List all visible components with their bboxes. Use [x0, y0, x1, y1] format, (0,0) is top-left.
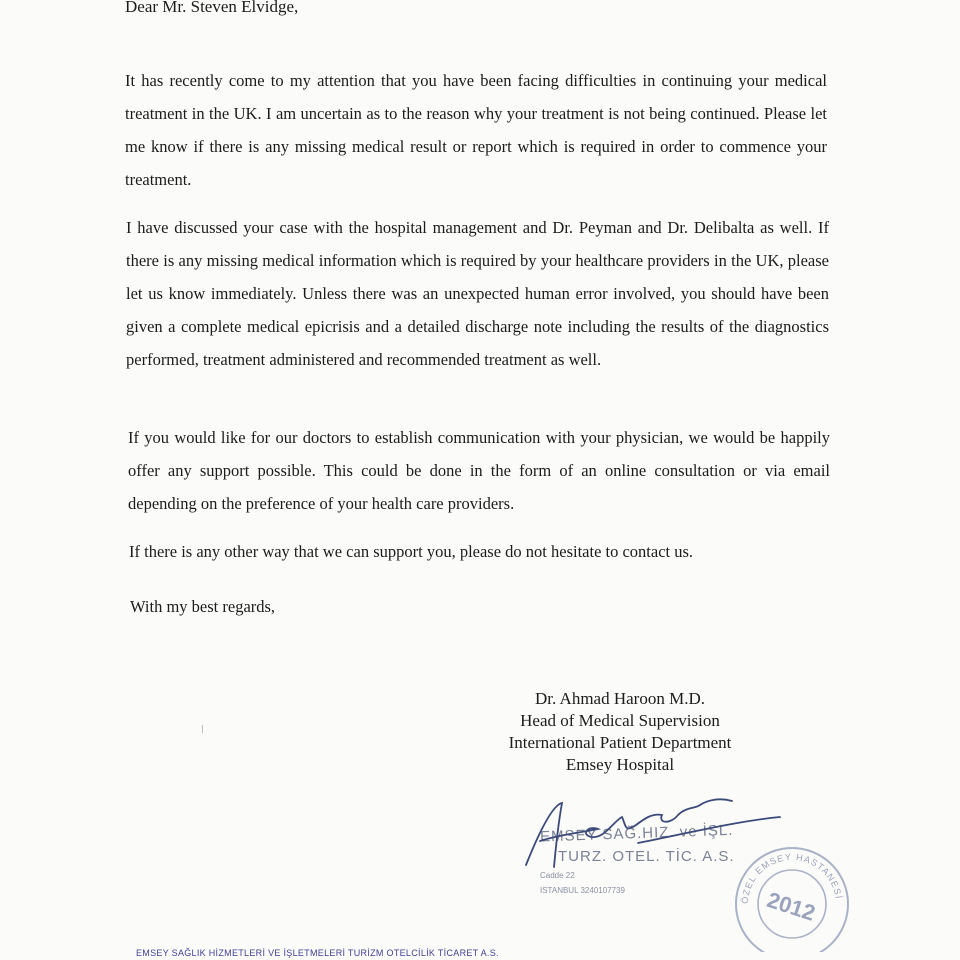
closing: With my best regards,	[130, 597, 276, 616]
signatory-name: Dr. Ahmad Haroon M.D.	[535, 689, 705, 708]
salutation: Dear Mr. Steven Elvidge,	[125, 0, 299, 16]
stamp-line-1: EMSEY SAĞ.HIZ. ve İŞL.	[539, 821, 734, 846]
paragraph-2: I have discussed your case with the hospital management and Dr. Peyman and Dr. Delibalta as well. If there is any missing medical information which is required by your healthcare providers in the UK, please let us know immediately. Unless there was an unexpected human error involved, you should have been given a complete medical epicrisis and a detailed discharge note including the results of the diagnostics performed, treatment administered and recommended treatment as well.	[126, 218, 829, 369]
footer-company-name: EMSEY SAĞLIK HİZMETLERİ VE İŞLETMELERİ TURİZM OTELCİLİK TİCARET A.S.	[136, 948, 499, 958]
paragraph-1: It has recently come to my attention that you have been facing difficulties in continuing your medical treatment in the UK. I am uncertain as to the reason why your treatment is not being continued. Please let me know if there is any missing medical result or report which is required in order to commence your treatment.	[125, 71, 827, 189]
stamp-line-2: TURZ. OTEL. TİC. A.S.	[558, 848, 735, 865]
seal-year: 2012	[764, 886, 819, 926]
signatory-organization: Emsey Hospital	[565, 755, 675, 774]
paragraph-3: If you would like for our doctors to establish communication with your physician, we would be happily offer any support possible. This could be done in the form of an online consultation or via email depending on the preference of your health care providers.	[128, 428, 830, 513]
signatory-title: Head of Medical Supervision	[520, 711, 720, 730]
stamp-line-4: ISTANBUL 3240107739	[540, 886, 625, 895]
stamp-line-3: Cadde 22	[540, 871, 575, 880]
seal-ring-text: ÖZEL EMSEY HASTANESİ	[739, 851, 844, 905]
scan-speck	[202, 725, 203, 733]
signatory-department: International Patient Department	[508, 733, 732, 752]
round-seal	[730, 842, 855, 952]
signature-block	[470, 688, 770, 776]
paragraph-4: If there is any other way that we can support you, please do not hesitate to contact us.	[129, 542, 694, 561]
